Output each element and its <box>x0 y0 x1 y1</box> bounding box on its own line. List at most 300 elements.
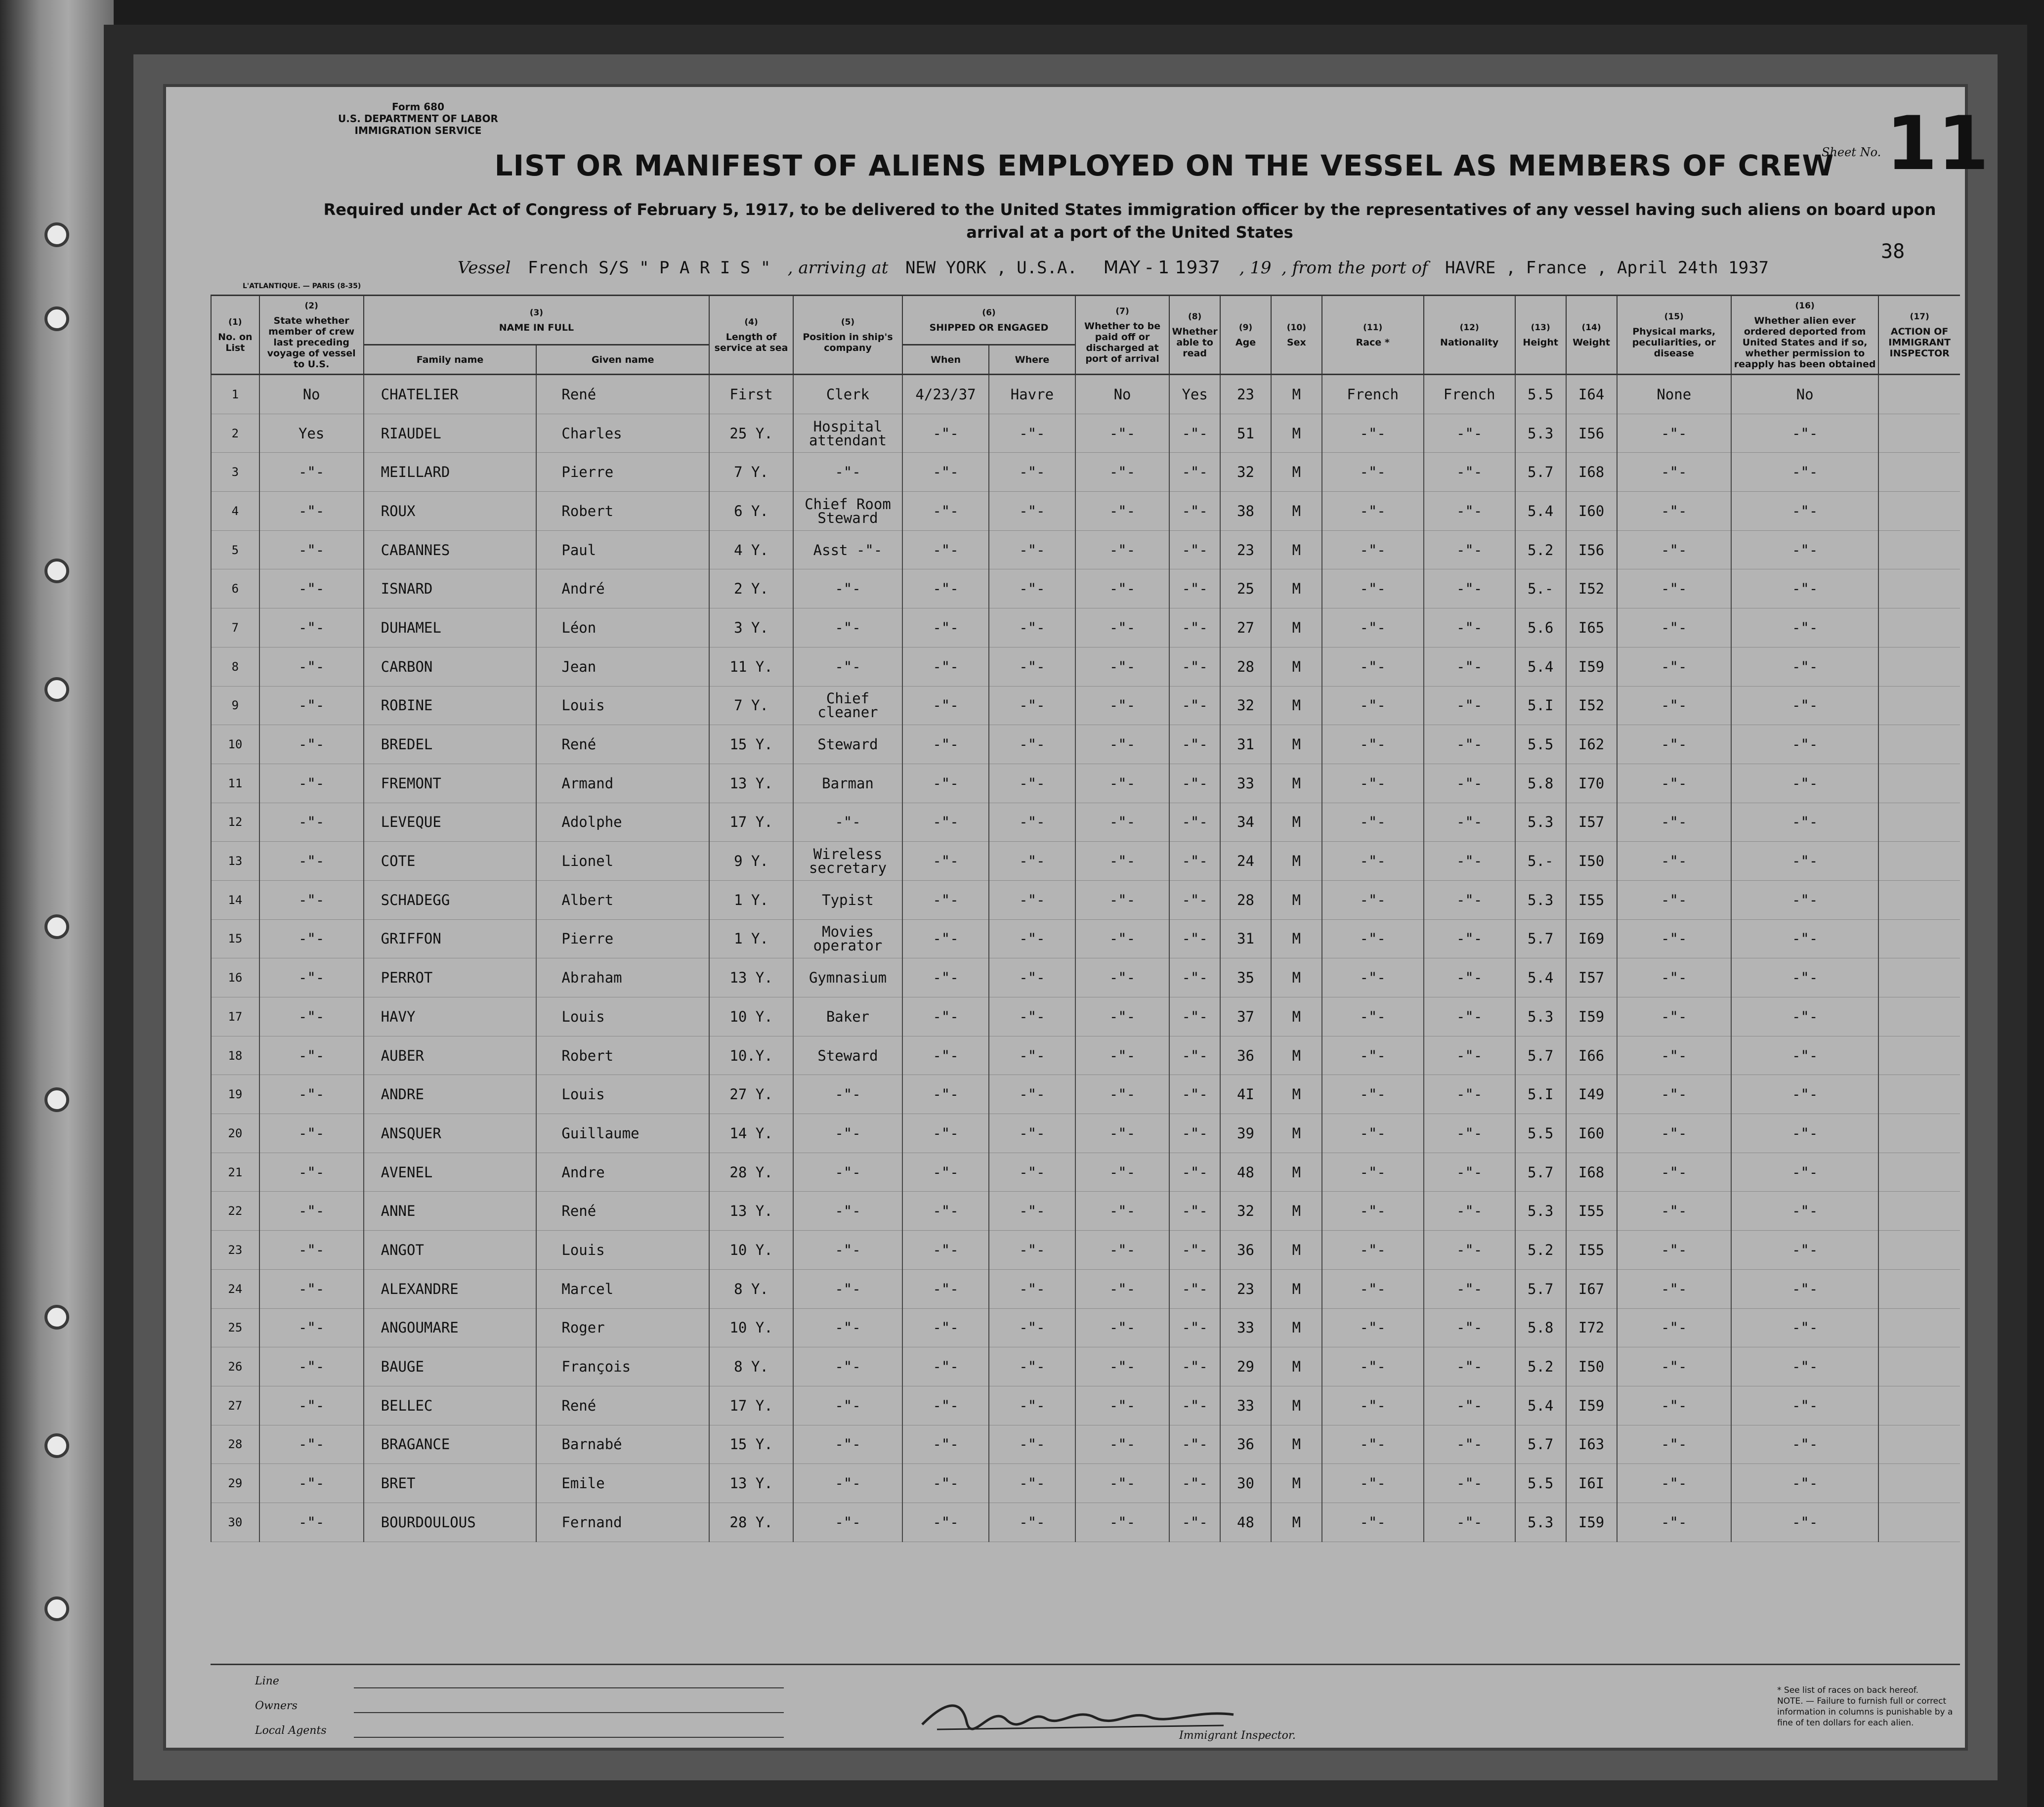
cell-weight: I56 <box>1566 530 1617 569</box>
cell-shipped-where: -"- <box>989 1153 1075 1192</box>
cell-given-name: Barnabé <box>536 1425 709 1464</box>
cell-position: -"- <box>793 1503 902 1542</box>
cell-height: 5.7 <box>1515 453 1566 492</box>
cell-height: 5.7 <box>1515 1036 1566 1075</box>
cell-shipped-where: -"- <box>989 1192 1075 1231</box>
binder-hole <box>44 1305 69 1330</box>
cell-weight: I57 <box>1566 958 1617 997</box>
table-row <box>211 880 1960 919</box>
cell-inspector-action <box>1878 530 1960 569</box>
cell-inspector-action <box>1878 569 1960 608</box>
col-inspector-action <box>1878 296 1960 375</box>
cell-sex: M <box>1271 842 1322 881</box>
table-row <box>211 1386 1960 1425</box>
cell-able-to-read: -"- <box>1169 1114 1220 1153</box>
cell-nationality: -"- <box>1424 1308 1515 1347</box>
cell-race: -"- <box>1322 1114 1424 1153</box>
cell-family-name: PERROT <box>364 958 537 997</box>
cell-length-of-service: 10.Y. <box>709 1036 793 1075</box>
cell-inspector-action <box>1878 1036 1960 1075</box>
cell-shipped-when: -"- <box>902 647 989 686</box>
cell-nationality: -"- <box>1424 880 1515 919</box>
cell-line-number: 2 <box>211 414 259 453</box>
crew-manifest-table <box>211 295 1960 1542</box>
cell-position: -"- <box>793 1231 902 1270</box>
cell-length-of-service: 28 Y. <box>709 1153 793 1192</box>
cell-weight: I56 <box>1566 414 1617 453</box>
from-port-label: , from the port of <box>1281 258 1428 278</box>
cell-shipped-when: -"- <box>902 686 989 725</box>
cell-previous-voyage: -"- <box>259 608 364 647</box>
cell-nationality: -"- <box>1424 453 1515 492</box>
cell-sex: M <box>1271 1425 1322 1464</box>
cell-nationality: -"- <box>1424 803 1515 842</box>
table-row <box>211 569 1960 608</box>
cell-given-name: René <box>536 1386 709 1425</box>
cell-able-to-read: -"- <box>1169 1192 1220 1231</box>
cell-previous-voyage: -"- <box>259 453 364 492</box>
sheet-number-label: Sheet No. <box>1822 145 1881 159</box>
cell-able-to-read: -"- <box>1169 1231 1220 1270</box>
cell-paid-off: -"- <box>1075 1036 1169 1075</box>
cell-race: -"- <box>1322 1231 1424 1270</box>
cell-deported: -"- <box>1731 1425 1878 1464</box>
cell-deported: -"- <box>1731 803 1878 842</box>
cell-inspector-action <box>1878 1503 1960 1542</box>
cell-inspector-action <box>1878 1153 1960 1192</box>
cell-family-name: GRIFFON <box>364 919 537 958</box>
col-number: (3) <box>529 307 544 318</box>
cell-given-name: Lionel <box>536 842 709 881</box>
cell-sex: M <box>1271 569 1322 608</box>
col-length-of-service <box>709 296 793 375</box>
cell-age: 23 <box>1220 1269 1271 1308</box>
cell-family-name: FREMONT <box>364 764 537 803</box>
cell-family-name: BOURDOULOUS <box>364 1503 537 1542</box>
cell-shipped-when: 4/23/37 <box>902 375 989 414</box>
cell-line-number: 11 <box>211 764 259 803</box>
cell-physical-marks: -"- <box>1617 764 1731 803</box>
cell-deported: -"- <box>1731 686 1878 725</box>
cell-age: 31 <box>1220 919 1271 958</box>
cell-nationality: -"- <box>1424 1114 1515 1153</box>
cell-length-of-service: 10 Y. <box>709 1308 793 1347</box>
cell-paid-off: -"- <box>1075 842 1169 881</box>
cell-race: -"- <box>1322 569 1424 608</box>
cell-nationality: -"- <box>1424 1153 1515 1192</box>
cell-physical-marks: -"- <box>1617 1347 1731 1386</box>
cell-able-to-read: -"- <box>1169 880 1220 919</box>
owners-label: Owners <box>255 1700 298 1712</box>
cell-length-of-service: 13 Y. <box>709 1192 793 1231</box>
cell-paid-off: -"- <box>1075 1153 1169 1192</box>
col-label: NAME IN FULL <box>499 322 574 333</box>
cell-position: -"- <box>793 1192 902 1231</box>
cell-line-number: 20 <box>211 1114 259 1153</box>
cell-sex: M <box>1271 764 1322 803</box>
cell-deported: -"- <box>1731 1464 1878 1503</box>
cell-weight: I69 <box>1566 919 1617 958</box>
cell-paid-off: -"- <box>1075 1347 1169 1386</box>
cell-line-number: 16 <box>211 958 259 997</box>
cell-weight: I64 <box>1566 375 1617 414</box>
cell-previous-voyage: -"- <box>259 1192 364 1231</box>
cell-family-name: ISNARD <box>364 569 537 608</box>
cell-family-name: ANDRE <box>364 1075 537 1114</box>
cell-physical-marks: -"- <box>1617 569 1731 608</box>
cell-able-to-read: -"- <box>1169 1425 1220 1464</box>
cell-race: -"- <box>1322 880 1424 919</box>
cell-weight: I59 <box>1566 647 1617 686</box>
cell-given-name: Marcel <box>536 1269 709 1308</box>
cell-race: -"- <box>1322 1153 1424 1192</box>
cell-able-to-read: -"- <box>1169 647 1220 686</box>
table-row <box>211 1269 1960 1308</box>
cell-shipped-where: -"- <box>989 1503 1075 1542</box>
table-row <box>211 1075 1960 1114</box>
cell-shipped-when: -"- <box>902 1036 989 1075</box>
cell-given-name: Louis <box>536 997 709 1036</box>
cell-sex: M <box>1271 1464 1322 1503</box>
cell-position: -"- <box>793 569 902 608</box>
cell-family-name: COTE <box>364 842 537 881</box>
cell-given-name: Roger <box>536 1308 709 1347</box>
cell-deported: -"- <box>1731 880 1878 919</box>
cell-line-number: 25 <box>211 1308 259 1347</box>
cell-height: 5.3 <box>1515 803 1566 842</box>
cell-position: Wireless secretary <box>793 842 902 881</box>
cell-family-name: HAVY <box>364 997 537 1036</box>
cell-nationality: -"- <box>1424 414 1515 453</box>
cell-height: 5.5 <box>1515 1114 1566 1153</box>
cell-shipped-when: -"- <box>902 569 989 608</box>
cell-age: 27 <box>1220 608 1271 647</box>
cell-height: 5.3 <box>1515 414 1566 453</box>
cell-weight: I63 <box>1566 1425 1617 1464</box>
cell-shipped-when: -"- <box>902 530 989 569</box>
cell-previous-voyage: -"- <box>259 569 364 608</box>
cell-able-to-read: -"- <box>1169 803 1220 842</box>
cell-nationality: -"- <box>1424 569 1515 608</box>
cell-family-name: LEVEQUE <box>364 803 537 842</box>
cell-given-name: Emile <box>536 1464 709 1503</box>
cell-previous-voyage: -"- <box>259 492 364 531</box>
cell-given-name: Andre <box>536 1153 709 1192</box>
cell-position: Hospital attendant <box>793 414 902 453</box>
cell-deported: -"- <box>1731 492 1878 531</box>
cell-weight: I62 <box>1566 725 1617 764</box>
cell-able-to-read: -"- <box>1169 1386 1220 1425</box>
binder-hole <box>44 677 69 702</box>
cell-age: 25 <box>1220 569 1271 608</box>
cell-height: 5.- <box>1515 569 1566 608</box>
cell-able-to-read: -"- <box>1169 1464 1220 1503</box>
cell-line-number: 9 <box>211 686 259 725</box>
cell-given-name: Paul <box>536 530 709 569</box>
col-label: Length of service at sea <box>714 331 788 353</box>
cell-race: -"- <box>1322 1386 1424 1425</box>
col-height <box>1515 296 1566 375</box>
binder-hole <box>44 559 69 583</box>
cell-shipped-where: -"- <box>989 1269 1075 1308</box>
cell-age: 23 <box>1220 530 1271 569</box>
cell-inspector-action <box>1878 1075 1960 1114</box>
year-label: , 19 <box>1239 258 1272 278</box>
cell-race: -"- <box>1322 1308 1424 1347</box>
cell-weight: I59 <box>1566 997 1617 1036</box>
cell-length-of-service: 25 Y. <box>709 414 793 453</box>
cell-weight: I52 <box>1566 569 1617 608</box>
cell-race: -"- <box>1322 1464 1424 1503</box>
cell-age: 28 <box>1220 647 1271 686</box>
cell-shipped-where: -"- <box>989 453 1075 492</box>
service-name: IMMIGRATION SERVICE <box>354 125 482 136</box>
cell-line-number: 7 <box>211 608 259 647</box>
cell-deported: -"- <box>1731 608 1878 647</box>
cell-shipped-when: -"- <box>902 1114 989 1153</box>
cell-paid-off: -"- <box>1075 647 1169 686</box>
cell-race: -"- <box>1322 492 1424 531</box>
cell-previous-voyage: -"- <box>259 1036 364 1075</box>
table-row <box>211 453 1960 492</box>
cell-given-name: Abraham <box>536 958 709 997</box>
cell-sex: M <box>1271 1192 1322 1231</box>
table-row <box>211 919 1960 958</box>
cell-race: -"- <box>1322 686 1424 725</box>
cell-given-name: Jean <box>536 647 709 686</box>
cell-position: Baker <box>793 997 902 1036</box>
col-position <box>793 296 902 375</box>
cell-given-name: Adolphe <box>536 803 709 842</box>
col-number: (2) <box>304 301 318 311</box>
cell-inspector-action <box>1878 919 1960 958</box>
cell-shipped-where: -"- <box>989 1231 1075 1270</box>
cell-nationality: -"- <box>1424 1036 1515 1075</box>
cell-deported: -"- <box>1731 1347 1878 1386</box>
col-label: Weight <box>1573 337 1610 348</box>
cell-given-name: René <box>536 725 709 764</box>
cell-given-name: Robert <box>536 1036 709 1075</box>
cell-family-name: MEILLARD <box>364 453 537 492</box>
table-row <box>211 1464 1960 1503</box>
cell-sex: M <box>1271 1153 1322 1192</box>
cell-position: -"- <box>793 803 902 842</box>
cell-length-of-service: 1 Y. <box>709 880 793 919</box>
cell-length-of-service: 7 Y. <box>709 453 793 492</box>
cell-race: French <box>1322 375 1424 414</box>
cell-age: 36 <box>1220 1231 1271 1270</box>
table-row <box>211 803 1960 842</box>
cell-height: 5.2 <box>1515 1231 1566 1270</box>
col-number: (8) <box>1188 311 1202 322</box>
cell-weight: I50 <box>1566 1347 1617 1386</box>
sheet-number: 11 <box>1886 101 1989 187</box>
cell-inspector-action <box>1878 842 1960 881</box>
cell-family-name: AVENEL <box>364 1153 537 1192</box>
cell-line-number: 22 <box>211 1192 259 1231</box>
col-number: (6) <box>982 307 996 318</box>
cell-shipped-where: -"- <box>989 686 1075 725</box>
cell-length-of-service: 13 Y. <box>709 764 793 803</box>
printer-imprint: L'ATLANTIQUE. — PARIS (8-35) <box>243 282 361 290</box>
cell-line-number: 13 <box>211 842 259 881</box>
cell-length-of-service: 15 Y. <box>709 1425 793 1464</box>
col-label: Nationality <box>1440 337 1499 348</box>
cell-line-number: 29 <box>211 1464 259 1503</box>
cell-shipped-when: -"- <box>902 958 989 997</box>
cell-deported: -"- <box>1731 569 1878 608</box>
cell-able-to-read: -"- <box>1169 569 1220 608</box>
cell-family-name: BELLEC <box>364 1386 537 1425</box>
races-note: * See list of races on back hereof. <box>1777 1685 1918 1695</box>
cell-weight: I67 <box>1566 1269 1617 1308</box>
cell-race: -"- <box>1322 1192 1424 1231</box>
cell-inspector-action <box>1878 997 1960 1036</box>
binder-hole <box>44 1433 69 1458</box>
cell-given-name: Armand <box>536 764 709 803</box>
cell-shipped-when: -"- <box>902 764 989 803</box>
cell-shipped-where: -"- <box>989 1425 1075 1464</box>
cell-line-number: 23 <box>211 1231 259 1270</box>
manifest-footer <box>211 1664 1960 1749</box>
cell-physical-marks: None <box>1617 375 1731 414</box>
cell-family-name: CABANNES <box>364 530 537 569</box>
col-label: Sex <box>1286 337 1306 348</box>
cell-shipped-when: -"- <box>902 1386 989 1425</box>
cell-age: 32 <box>1220 686 1271 725</box>
table-row <box>211 414 1960 453</box>
cell-shipped-where: -"- <box>989 764 1075 803</box>
cell-weight: I49 <box>1566 1075 1617 1114</box>
cell-deported: -"- <box>1731 764 1878 803</box>
cell-deported: -"- <box>1731 1153 1878 1192</box>
cell-given-name: André <box>536 569 709 608</box>
cell-physical-marks: -"- <box>1617 803 1731 842</box>
cell-physical-marks: -"- <box>1617 997 1731 1036</box>
cell-previous-voyage: -"- <box>259 803 364 842</box>
cell-race: -"- <box>1322 453 1424 492</box>
col-label: State whether member of crew last preceding voyage of vessel to U.S. <box>267 315 356 370</box>
cell-physical-marks: -"- <box>1617 686 1731 725</box>
table-row <box>211 1192 1960 1231</box>
cell-shipped-when: -"- <box>902 1153 989 1192</box>
cell-position: Clerk <box>793 375 902 414</box>
cell-sex: M <box>1271 375 1322 414</box>
cell-sex: M <box>1271 997 1322 1036</box>
col-label: Age <box>1235 337 1256 348</box>
cell-paid-off: -"- <box>1075 608 1169 647</box>
cell-race: -"- <box>1322 803 1424 842</box>
line-blank <box>354 1687 784 1688</box>
cell-able-to-read: -"- <box>1169 842 1220 881</box>
cell-deported: -"- <box>1731 1075 1878 1114</box>
cell-paid-off: -"- <box>1075 1503 1169 1542</box>
cell-shipped-when: -"- <box>902 1269 989 1308</box>
cell-physical-marks: -"- <box>1617 1153 1731 1192</box>
col-number: (14) <box>1581 322 1601 333</box>
cell-shipped-where: -"- <box>989 1075 1075 1114</box>
cell-length-of-service: 28 Y. <box>709 1503 793 1542</box>
cell-nationality: -"- <box>1424 1503 1515 1542</box>
col-deported <box>1731 296 1878 375</box>
cell-family-name: BREDEL <box>364 725 537 764</box>
cell-height: 5.3 <box>1515 1192 1566 1231</box>
cell-sex: M <box>1271 1308 1322 1347</box>
cell-line-number: 17 <box>211 997 259 1036</box>
cell-shipped-when: -"- <box>902 1075 989 1114</box>
cell-previous-voyage: -"- <box>259 530 364 569</box>
cell-position: Steward <box>793 1036 902 1075</box>
cell-shipped-when: -"- <box>902 803 989 842</box>
cell-paid-off: -"- <box>1075 686 1169 725</box>
cell-weight: I66 <box>1566 1036 1617 1075</box>
cell-shipped-when: -"- <box>902 1464 989 1503</box>
cell-race: -"- <box>1322 1036 1424 1075</box>
cell-sex: M <box>1271 608 1322 647</box>
col-label: No. on List <box>218 331 253 353</box>
cell-paid-off: -"- <box>1075 1464 1169 1503</box>
col-label: Height <box>1523 337 1558 348</box>
cell-nationality: -"- <box>1424 842 1515 881</box>
cell-deported: -"- <box>1731 842 1878 881</box>
cell-shipped-when: -"- <box>902 880 989 919</box>
cell-shipped-where: -"- <box>989 647 1075 686</box>
page-number: 38 <box>1881 240 1905 263</box>
cell-weight: I70 <box>1566 764 1617 803</box>
cell-nationality: -"- <box>1424 492 1515 531</box>
cell-age: 28 <box>1220 880 1271 919</box>
cell-able-to-read: -"- <box>1169 1308 1220 1347</box>
cell-inspector-action <box>1878 1425 1960 1464</box>
cell-given-name: René <box>536 1192 709 1231</box>
table-row <box>211 647 1960 686</box>
cell-race: -"- <box>1322 647 1424 686</box>
table-row <box>211 1503 1960 1542</box>
cell-deported: -"- <box>1731 1231 1878 1270</box>
cell-position: Chief Room Steward <box>793 492 902 531</box>
cell-physical-marks: -"- <box>1617 725 1731 764</box>
cell-sex: M <box>1271 1036 1322 1075</box>
cell-age: 35 <box>1220 958 1271 997</box>
cell-given-name: Léon <box>536 608 709 647</box>
cell-inspector-action <box>1878 608 1960 647</box>
cell-sex: M <box>1271 647 1322 686</box>
cell-nationality: -"- <box>1424 725 1515 764</box>
cell-shipped-when: -"- <box>902 919 989 958</box>
cell-physical-marks: -"- <box>1617 1503 1731 1542</box>
cell-weight: I6I <box>1566 1464 1617 1503</box>
cell-previous-voyage: -"- <box>259 1269 364 1308</box>
cell-able-to-read: -"- <box>1169 608 1220 647</box>
cell-paid-off: -"- <box>1075 530 1169 569</box>
cell-sex: M <box>1271 803 1322 842</box>
cell-inspector-action <box>1878 1464 1960 1503</box>
col-weight <box>1566 296 1617 375</box>
cell-previous-voyage: -"- <box>259 1231 364 1270</box>
cell-race: -"- <box>1322 1075 1424 1114</box>
cell-age: 48 <box>1220 1153 1271 1192</box>
cell-given-name: Louis <box>536 686 709 725</box>
table-row <box>211 1231 1960 1270</box>
cell-inspector-action <box>1878 647 1960 686</box>
cell-line-number: 10 <box>211 725 259 764</box>
cell-shipped-where: -"- <box>989 608 1075 647</box>
cell-race: -"- <box>1322 842 1424 881</box>
cell-weight: I60 <box>1566 492 1617 531</box>
cell-length-of-service: 13 Y. <box>709 1464 793 1503</box>
cell-height: 5.2 <box>1515 530 1566 569</box>
cell-physical-marks: -"- <box>1617 1114 1731 1153</box>
